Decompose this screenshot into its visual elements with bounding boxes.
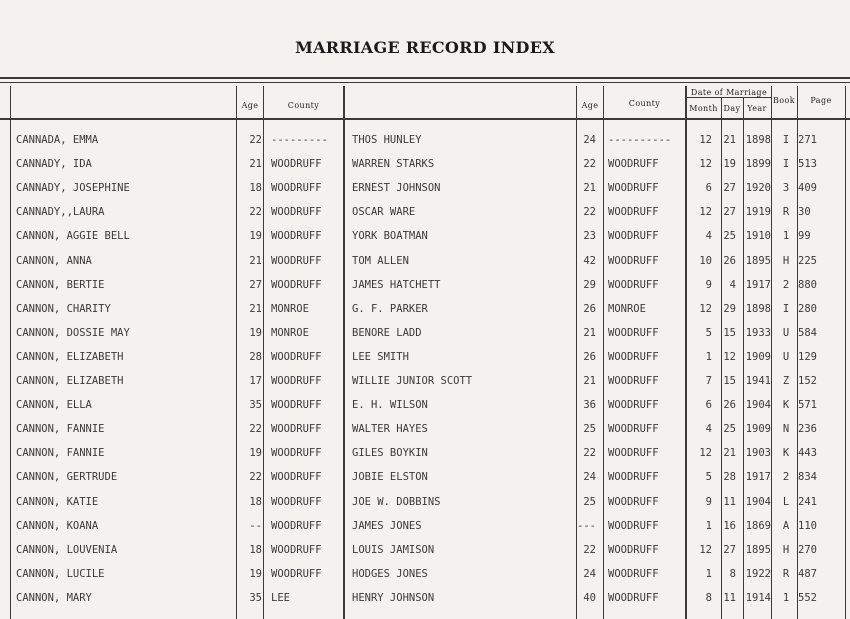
person-name: CANNON, DOSSIE MAY (16, 326, 130, 339)
spouse-name: G. F. PARKER (352, 302, 428, 315)
person-age: 22 (249, 206, 262, 219)
table-row (0, 182, 850, 206)
page-number: 110 (798, 519, 817, 532)
marriage-day: 15 (723, 326, 736, 339)
book-number: A (782, 519, 790, 532)
person-age: 22 (249, 471, 262, 484)
spouse-name: BENORE LADD (352, 326, 422, 339)
table-row (0, 206, 850, 230)
header-year: Year (747, 104, 767, 113)
marriage-month: 7 (705, 375, 712, 387)
person-age: 22 (249, 423, 262, 436)
book-number: I (782, 302, 790, 315)
person-name: CANNADY,,LAURA (16, 206, 105, 219)
spouse-name: LOUIS JAMISON (352, 543, 435, 556)
marriage-day: 27 (723, 206, 736, 219)
date-subheader-rule (686, 97, 772, 98)
spouse-age: 29 (583, 278, 596, 291)
person-county: WOODRUFF (271, 519, 322, 532)
spouse-age: 21 (583, 182, 596, 195)
person-age: 19 (249, 230, 262, 243)
book-number: I (782, 134, 790, 146)
marriage-month: 8 (705, 591, 712, 604)
marriage-year: 1895 (745, 254, 771, 267)
page-number: 443 (798, 447, 817, 460)
marriage-month: 12 (699, 158, 712, 171)
page-title: MARRIAGE RECORD INDEX (295, 38, 555, 57)
person-name: CANNON, ANNA (16, 254, 92, 267)
header-day: Day (723, 104, 741, 113)
marriage-month: 1 (705, 350, 712, 363)
spouse-age: 40 (583, 591, 596, 604)
marriage-month: 12 (699, 206, 712, 219)
spouse-name: ERNEST JOHNSON (352, 182, 441, 195)
spouse-county: WOODRUFF (608, 375, 659, 387)
book-number: U (782, 326, 790, 339)
spouse-county: WOODRUFF (608, 206, 659, 219)
marriage-year: 1895 (745, 543, 771, 556)
marriage-month: 4 (705, 423, 712, 436)
header-book: Book (773, 96, 795, 105)
marriage-day: 21 (723, 447, 736, 460)
person-name: CANNON, LOUVENIA (16, 543, 118, 556)
book-number: 3 (782, 182, 790, 195)
marriage-month: 12 (699, 302, 712, 315)
table-row (0, 544, 850, 568)
page-number: 487 (798, 567, 817, 580)
spouse-name: JAMES JONES (352, 519, 422, 532)
spouse-county: WOODRUFF (608, 495, 659, 508)
header-bottom-rule (0, 118, 850, 120)
book-number: R (782, 206, 790, 219)
person-name: CANNON, BERTIE (16, 278, 105, 291)
spouse-name: LEE SMITH (352, 350, 409, 363)
book-number: K (782, 447, 790, 460)
marriage-day: 26 (723, 254, 736, 267)
page-number: 880 (798, 278, 817, 291)
person-age: 19 (249, 567, 262, 580)
marriage-month: 4 (705, 230, 712, 243)
spouse-name: WILLIE JUNIOR SCOTT (352, 375, 473, 387)
marriage-year: 1898 (745, 302, 771, 315)
spouse-county: WOODRUFF (608, 254, 659, 267)
person-county: LEE (271, 591, 290, 604)
person-age: 35 (249, 591, 262, 604)
spouse-age: 26 (583, 302, 596, 315)
marriage-year: 1898 (745, 134, 771, 146)
marriage-day: 25 (723, 230, 736, 243)
marriage-year: 1903 (745, 447, 771, 460)
page-number: 271 (798, 134, 817, 146)
marriage-day: 29 (723, 302, 736, 315)
header-age-2: Age (581, 101, 599, 110)
book-number: 2 (782, 471, 790, 484)
marriage-month: 1 (705, 519, 712, 532)
spouse-age: 21 (583, 375, 596, 387)
person-county: WOODRUFF (271, 423, 322, 436)
table-row (0, 471, 850, 495)
spouse-age: 21 (583, 326, 596, 339)
marriage-month: 9 (705, 495, 712, 508)
marriage-year: 1917 (745, 471, 771, 484)
page-number: 225 (798, 254, 817, 267)
marriage-year: 1933 (745, 326, 771, 339)
spouse-age: 22 (583, 543, 596, 556)
book-number: L (782, 495, 790, 508)
person-county: WOODRUFF (271, 278, 322, 291)
marriage-year: 1909 (745, 350, 771, 363)
table-row (0, 279, 850, 303)
marriage-day: 11 (723, 495, 736, 508)
person-county: WOODRUFF (271, 254, 322, 267)
spouse-age: 36 (583, 399, 596, 412)
table-row (0, 520, 850, 544)
page-number: 571 (798, 399, 817, 412)
page-number: 280 (798, 302, 817, 315)
book-number: I (782, 158, 790, 171)
marriage-day: 27 (723, 182, 736, 195)
person-county: WOODRUFF (271, 471, 322, 484)
person-name: CANNON, LUCILE (16, 567, 105, 580)
person-county: WOODRUFF (271, 399, 322, 412)
spouse-age: 26 (583, 350, 596, 363)
spouse-name: JOE W. DOBBINS (352, 495, 441, 508)
book-number: 1 (782, 591, 790, 604)
spouse-county: WOODRUFF (608, 350, 659, 363)
person-name: CANNON, ELLA (16, 399, 92, 412)
table-row (0, 327, 850, 351)
spouse-age: 25 (583, 495, 596, 508)
spouse-county: MONROE (608, 302, 646, 315)
spouse-county: WOODRUFF (608, 158, 659, 171)
spouse-county: WOODRUFF (608, 591, 659, 604)
page-number: 834 (798, 471, 817, 484)
table-row (0, 303, 850, 327)
top-rule-thin (0, 82, 850, 83)
person-name: CANNON, KOANA (16, 519, 99, 532)
person-county: WOODRUFF (271, 182, 322, 195)
spouse-county: WOODRUFF (608, 326, 659, 339)
spouse-county: WOODRUFF (608, 399, 659, 412)
marriage-year: 1869 (745, 519, 771, 532)
marriage-day: 4 (729, 278, 736, 291)
table-row (0, 255, 850, 279)
marriage-year: 1917 (745, 278, 771, 291)
table-row (0, 568, 850, 592)
spouse-age: 25 (583, 423, 596, 436)
spouse-county: WOODRUFF (608, 567, 659, 580)
person-name: CANNON, GERTRUDE (16, 471, 118, 484)
marriage-year: 1941 (745, 375, 771, 387)
table-row (0, 351, 850, 375)
page-number: 270 (798, 543, 817, 556)
marriage-day: 19 (723, 158, 736, 171)
marriage-year: 1922 (745, 567, 771, 580)
person-age: 27 (249, 278, 262, 291)
marriage-month: 9 (705, 278, 712, 291)
book-number: U (782, 350, 790, 363)
page-number: 584 (798, 326, 817, 339)
spouse-age: 24 (583, 471, 596, 484)
person-age: 17 (249, 375, 262, 387)
person-age: 21 (249, 254, 262, 267)
book-number: Z (782, 375, 790, 387)
marriage-day: 25 (723, 423, 736, 436)
page-number: 552 (798, 591, 817, 604)
person-name: CANNON, FANNIE (16, 423, 105, 436)
table-row (0, 134, 850, 158)
marriage-month: 5 (705, 326, 712, 339)
table-row (0, 375, 850, 399)
header-date-of-marriage: Date of Marriage (690, 88, 768, 97)
marriage-day: 8 (729, 567, 736, 580)
spouse-age: 23 (583, 230, 596, 243)
person-county: WOODRUFF (271, 567, 322, 580)
marriage-year: 1914 (745, 591, 771, 604)
person-county: --------- (271, 134, 328, 146)
person-age: 22 (249, 134, 262, 146)
person-name: CANNON, ELIZABETH (16, 350, 124, 363)
page-number: 241 (798, 495, 817, 508)
spouse-name: THOS HUNLEY (352, 134, 422, 146)
marriage-month: 12 (699, 134, 712, 146)
spouse-county: WOODRUFF (608, 278, 659, 291)
marriage-year: 1920 (745, 182, 771, 195)
marriage-year: 1919 (745, 206, 771, 219)
header-county-2: County (628, 99, 661, 108)
person-name: CANNON, FANNIE (16, 447, 105, 460)
person-age: -- (249, 519, 262, 532)
spouse-name: JOBIE ELSTON (352, 471, 428, 484)
page-number: 30 (798, 206, 811, 219)
spouse-name: E. H. WILSON (352, 399, 428, 412)
spouse-name: TOM ALLEN (352, 254, 409, 267)
page-number: 99 (798, 230, 811, 243)
marriage-month: 1 (705, 567, 712, 580)
book-number: K (782, 399, 790, 412)
spouse-age: --- (577, 519, 596, 532)
page-number: 513 (798, 158, 817, 171)
spouse-county: WOODRUFF (608, 447, 659, 460)
person-name: CANNADY, IDA (16, 158, 92, 171)
marriage-day: 21 (723, 134, 736, 146)
person-county: WOODRUFF (271, 495, 322, 508)
spouse-county: WOODRUFF (608, 182, 659, 195)
person-name: CANNADA, EMMA (16, 134, 99, 146)
person-county: WOODRUFF (271, 375, 322, 387)
person-age: 18 (249, 495, 262, 508)
marriage-year: 1910 (745, 230, 771, 243)
spouse-age: 24 (583, 567, 596, 580)
marriage-month: 12 (699, 543, 712, 556)
marriage-year: 1909 (745, 423, 771, 436)
marriage-month: 5 (705, 471, 712, 484)
spouse-name: WARREN STARKS (352, 158, 435, 171)
marriage-month: 10 (699, 254, 712, 267)
person-county: WOODRUFF (271, 350, 322, 363)
marriage-month: 6 (705, 399, 712, 412)
spouse-county: WOODRUFF (608, 519, 659, 532)
person-name: CANNON, CHARITY (16, 302, 111, 315)
spouse-name: WALTER HAYES (352, 423, 428, 436)
book-number: R (782, 567, 790, 580)
spouse-county: WOODRUFF (608, 471, 659, 484)
person-county: WOODRUFF (271, 230, 322, 243)
person-age: 18 (249, 543, 262, 556)
book-number: 1 (782, 230, 790, 243)
person-age: 28 (249, 350, 262, 363)
person-age: 19 (249, 326, 262, 339)
marriage-year: 1904 (745, 495, 771, 508)
table-row (0, 423, 850, 447)
person-name: CANNON, KATIE (16, 495, 99, 508)
spouse-name: HODGES JONES (352, 567, 428, 580)
spouse-county: WOODRUFF (608, 423, 659, 436)
page-number: 409 (798, 182, 817, 195)
person-age: 18 (249, 182, 262, 195)
marriage-month: 12 (699, 447, 712, 460)
spouse-name: OSCAR WARE (352, 206, 416, 219)
person-age: 21 (249, 158, 262, 171)
book-number: N (782, 423, 790, 436)
person-age: 21 (249, 302, 262, 315)
spouse-name: JAMES HATCHETT (352, 278, 441, 291)
header-month: Month (689, 104, 718, 113)
spouse-county: WOODRUFF (608, 230, 659, 243)
spouse-name: HENRY JOHNSON (352, 591, 435, 604)
spouse-county: ---------- (608, 134, 672, 146)
person-county: MONROE (271, 302, 309, 315)
person-county: WOODRUFF (271, 206, 322, 219)
person-age: 35 (249, 399, 262, 412)
person-name: CANNON, ELIZABETH (16, 375, 124, 387)
marriage-day: 16 (723, 519, 736, 532)
person-age: 19 (249, 447, 262, 460)
top-rule (0, 77, 850, 79)
table-row (0, 592, 850, 616)
person-county: WOODRUFF (271, 447, 322, 460)
table-row (0, 230, 850, 254)
spouse-name: GILES BOYKIN (352, 447, 428, 460)
person-county: WOODRUFF (271, 158, 322, 171)
header-county: County (287, 101, 320, 110)
person-name: CANNON, MARY (16, 591, 92, 604)
marriage-year: 1899 (745, 158, 771, 171)
marriage-day: 12 (723, 350, 736, 363)
book-number: H (782, 254, 790, 267)
spouse-name: YORK BOATMAN (352, 230, 428, 243)
marriage-month: 6 (705, 182, 712, 195)
marriage-day: 11 (723, 591, 736, 604)
person-name: CANNON, AGGIE BELL (16, 230, 130, 243)
table-row (0, 399, 850, 423)
book-number: H (782, 543, 790, 556)
table-row (0, 496, 850, 520)
page-number: 129 (798, 350, 817, 363)
table-row (0, 158, 850, 182)
person-name: CANNADY, JOSEPHINE (16, 182, 130, 195)
spouse-age: 24 (583, 134, 596, 146)
spouse-age: 22 (583, 206, 596, 219)
table-row (0, 447, 850, 471)
marriage-day: 26 (723, 399, 736, 412)
page-number: 152 (798, 375, 817, 387)
spouse-age: 22 (583, 447, 596, 460)
spouse-age: 42 (583, 254, 596, 267)
book-number: 2 (782, 278, 790, 291)
header-age: Age (241, 101, 259, 110)
spouse-age: 22 (583, 158, 596, 171)
person-county: MONROE (271, 326, 309, 339)
marriage-day: 27 (723, 543, 736, 556)
spouse-county: WOODRUFF (608, 543, 659, 556)
marriage-day: 28 (723, 471, 736, 484)
marriage-day: 15 (723, 375, 736, 387)
page-number: 236 (798, 423, 817, 436)
header-page: Page (810, 96, 832, 105)
person-county: WOODRUFF (271, 543, 322, 556)
marriage-year: 1904 (745, 399, 771, 412)
